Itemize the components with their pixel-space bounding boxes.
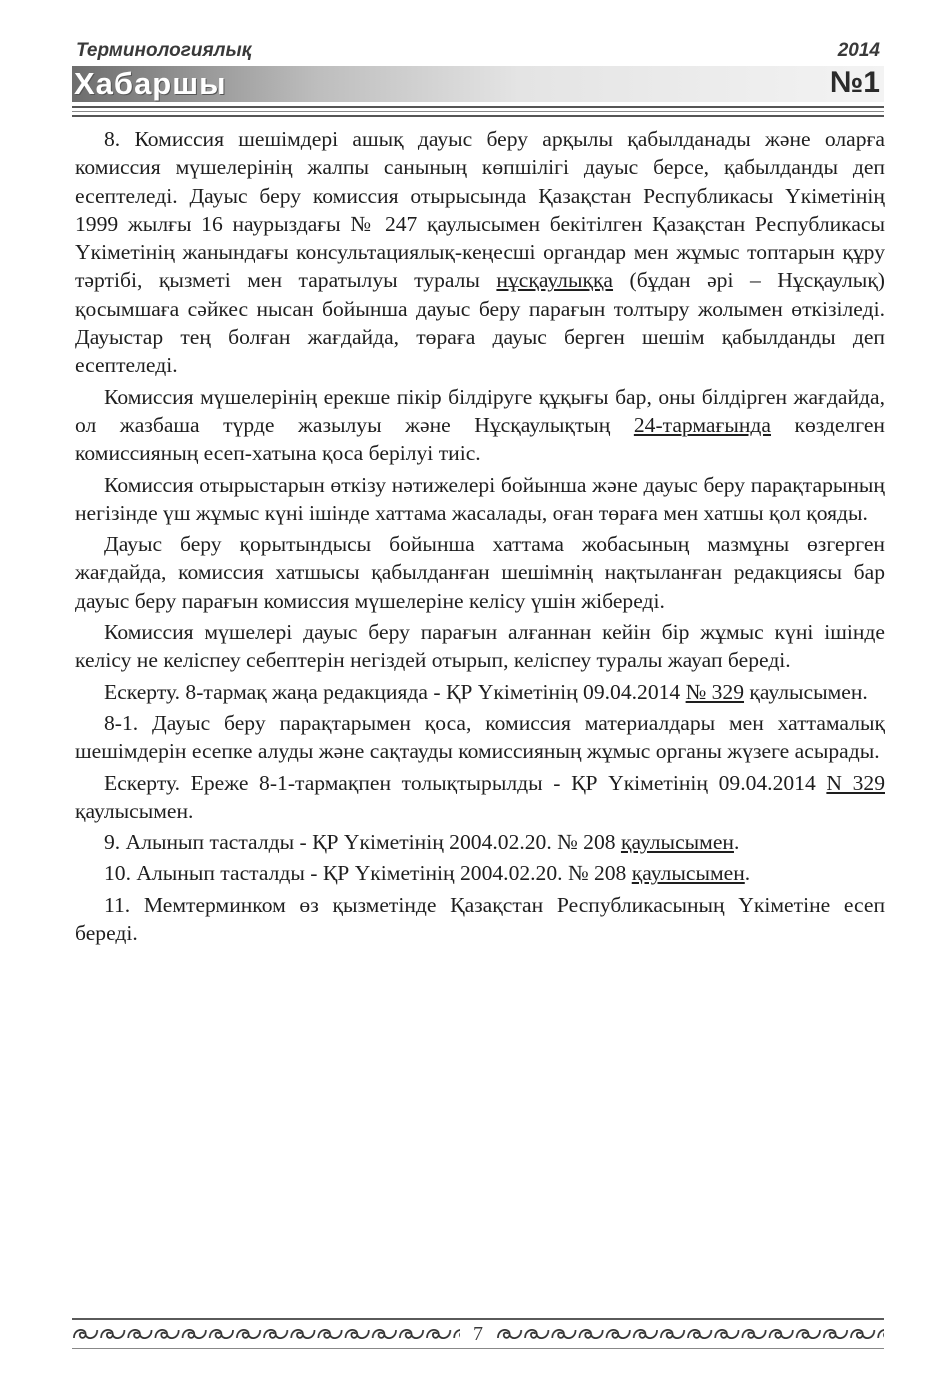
footer-rule-bottom — [72, 1348, 884, 1349]
header-rule — [72, 106, 884, 120]
paragraph-text: Ескерту. 8-тармақ жаңа редакцияда - ҚР Үкіметінің 09.04.2014 — [104, 679, 686, 704]
paragraph — [75, 125, 885, 380]
page-number: 7 — [473, 1322, 483, 1345]
paragraph — [75, 828, 885, 856]
paragraph — [75, 530, 885, 615]
paragraph-text: 11. Мемтерминком өз қызметінде Қазақстан Республикасының Үкіметіне есеп береді. — [75, 892, 885, 946]
reference-link[interactable]: қаулысымен — [620, 830, 734, 855]
paragraph — [75, 678, 885, 706]
journal-supertitle: Терминологиялық — [76, 40, 252, 61]
paragraph-text: 8-1. Дауыс беру парақтарымен қоса, комиссия материалдары мен хаттамалық шешімдерін есепке алуды және сақтауды комиссияның жұмыс органы жүзеге асырады. — [75, 710, 885, 764]
paragraph — [75, 618, 885, 675]
right-ornament — [496, 1324, 884, 1344]
paragraph-text: көзделген комиссияның есеп-хатына қоса берілуі тиіс. — [75, 412, 885, 466]
paragraph-text: Ескерту. Ереже 8-1-тармақпен толықтырылды - ҚР Үкіметінің 09.04.2014 — [104, 770, 827, 795]
article-body — [75, 125, 885, 947]
paragraph-text: (бұдан әрі – Нұсқаулық) қосымшаға сәйкес нысан бойынша дауыс беру парағын толтыру жолымен өткізіледі. Дауыстар тең болған жағдайда, төраға дауыс берген шешім қабылданды деп есептеледі. — [75, 268, 885, 378]
page-footer — [72, 1318, 884, 1358]
paragraph-text: 9. Алынып тасталды - ҚР Үкіметінің 2004.02.20. № 208 — [104, 830, 621, 855]
journal-header — [72, 40, 884, 112]
paragraph — [75, 471, 885, 528]
paragraph — [75, 891, 885, 948]
paragraph-text: қаулысымен. — [744, 679, 868, 704]
paragraph — [75, 383, 885, 468]
reference-link[interactable]: қаулысымен — [631, 861, 745, 886]
reference-link[interactable]: № 329 — [685, 679, 745, 704]
paragraph-text: 8. Комиссия шешімдері ашық дауыс беру арқылы қабылданады және оларға комиссия мүшелерінің жалпы санының көпшілігі дауыс берсе, қабылданды деп есептеледі. Дауыс беру комиссия отырысында Қазақстан Республикасы Үкіметінің 1999 жылғы 16 наурыздағы № 247 қаулысымен бекітілген Қазақстан Республикасы Үкіметінің жанындағы консультациялық-кеңесші органдар мен жұмыс топтарын құру тәртібі, қызметі мен таратылуы туралы — [75, 127, 885, 293]
paragraph-text: . — [744, 861, 751, 886]
paragraph-text: Комиссия мүшелері дауыс беру парағын алғаннан кейін бір жұмыс күні ішінде келісу не келіспеу себептерін негіздей отырып, келіспеу туралы жауап береді. — [75, 620, 885, 673]
journal-year: 2014 — [837, 40, 880, 61]
paragraph-text: Дауыс беру қорытындысы бойынша хаттама жобасының мазмұны өзгерген жағдайда, комиссия хатшысы қабылданған шешімнің нақтыланған редакциясы бар дауыс беру парағын комиссия мүшелеріне келісу үшін жібереді. — [75, 532, 885, 613]
reference-link[interactable]: N 329 — [826, 770, 885, 795]
paragraph-text: 10. Алынып тасталды - ҚР Үкіметінің 2004.02.20. № 208 — [104, 861, 632, 886]
paragraph-text: қаулысымен. — [75, 798, 194, 823]
reference-link[interactable]: нұсқаулыққа — [496, 268, 614, 293]
footer-ornament-row — [72, 1320, 884, 1348]
left-ornament — [72, 1324, 460, 1344]
journal-title: Хабаршы — [74, 66, 227, 101]
paragraph-text: . — [733, 830, 740, 855]
paragraph — [75, 709, 885, 766]
paragraph — [75, 769, 885, 826]
paragraph-text: Комиссия отырыстарын өткізу нәтижелері бойынша және дауыс беру парақтарының негізінде үш жұмыс күні ішінде хаттама жасалады, оған төраға мен хатшы қол қояды. — [75, 472, 885, 525]
journal-issue: №1 — [829, 66, 880, 99]
paragraph — [75, 859, 885, 887]
reference-link[interactable]: 24-тармағында — [633, 412, 771, 437]
paragraph-text: Комиссия мүшелерінің ерекше пікір білдіруге құқығы бар, оны білдірген жағдайда, ол жазбаша түрде жазылуы және Нұсқаулықтың — [75, 384, 885, 437]
